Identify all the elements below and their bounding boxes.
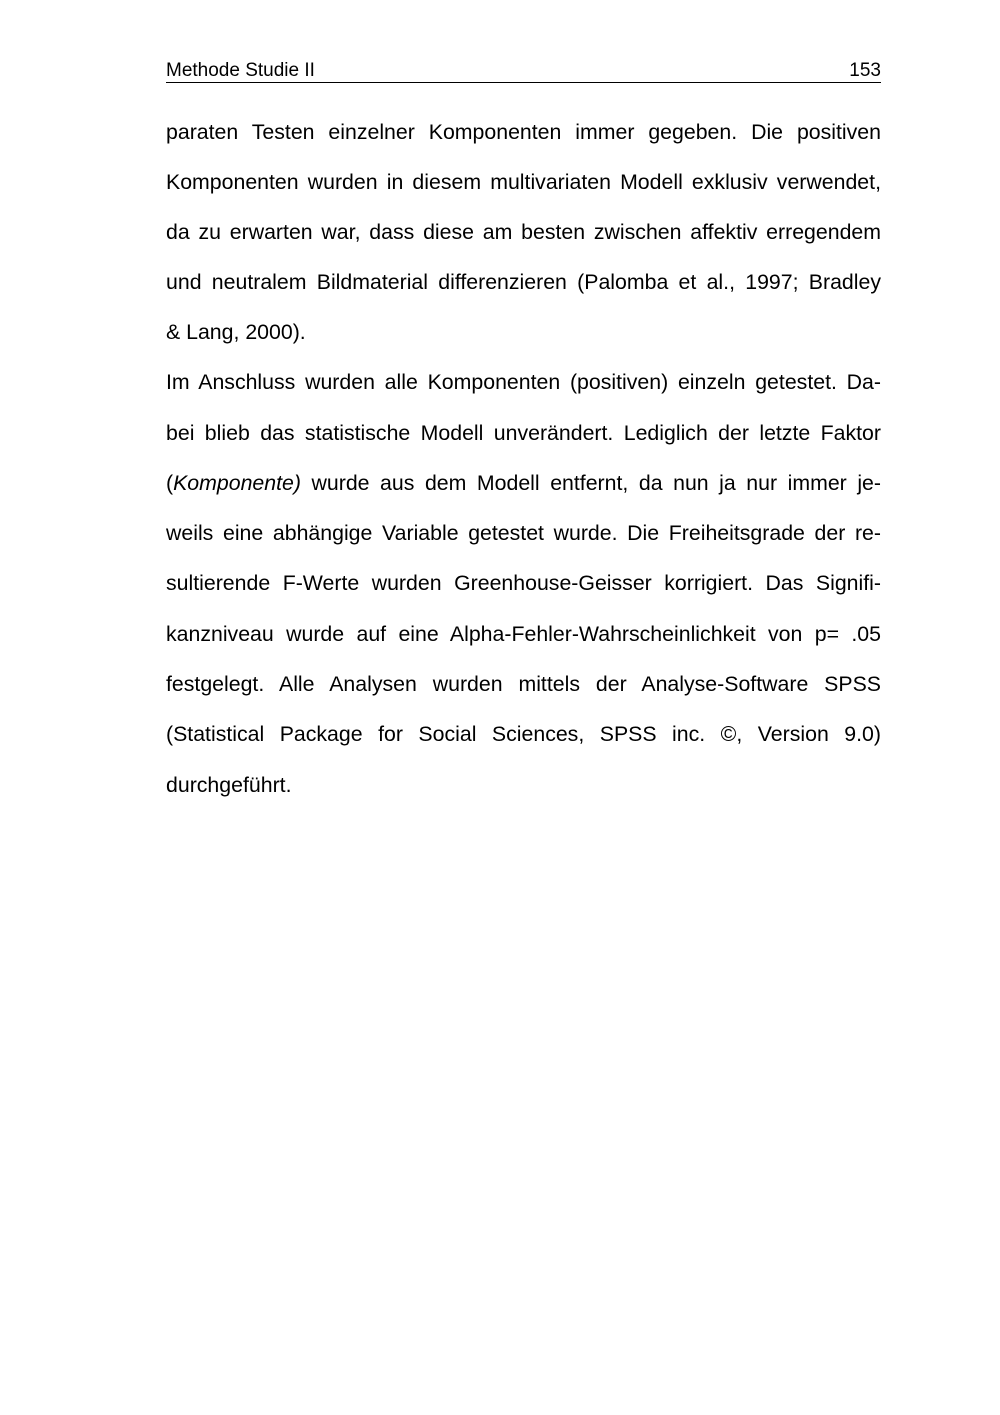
paragraph-line: durchgeführt.: [166, 773, 292, 797]
paragraph-line: und neutralem Bildmaterial differenzieren (Palomba et al., 1997; Bradley: [166, 270, 881, 294]
header-title: Methode Studie II: [166, 60, 315, 81]
paragraph-line: da zu erwarten war, dass diese am besten zwischen affektiv erregendem: [166, 220, 881, 244]
paragraph-line: paraten Testen einzelner Komponenten immer gegeben. Die positiven: [166, 120, 881, 144]
paragraph-line: festgelegt. Alle Analysen wurden mittels der Analyse-Software SPSS: [166, 672, 881, 696]
paragraph-line: & Lang, 2000).: [166, 320, 306, 344]
paragraph-line: Komponenten wurden in diesem multivariaten Modell exklusiv verwendet,: [166, 170, 881, 194]
page-header: [166, 60, 881, 83]
paragraph-line: bei blieb das statistische Modell unverändert. Lediglich der letzte Faktor: [166, 421, 881, 445]
page-number: 153: [849, 60, 881, 81]
paragraph-line: kanzniveau wurde auf eine Alpha-Fehler-Wahrscheinlichkeit von p= .05: [166, 622, 881, 646]
italic-term: Komponente): [173, 471, 301, 495]
paragraph-line: Im Anschluss wurden alle Komponenten (positiven) einzeln getestet. Da-: [166, 370, 881, 394]
paragraph-line: sultierende F-Werte wurden Greenhouse-Geisser korrigiert. Das Signifi-: [166, 571, 881, 595]
open-paren: (: [166, 471, 174, 495]
paragraph-line: weils eine abhängige Variable getestet wurde. Die Freiheitsgrade der re-: [166, 521, 881, 545]
paragraph-line-mixed: [166, 468, 881, 498]
line-text: wurde aus dem Modell entfernt, da nun ja nur immer je-: [300, 471, 881, 495]
paragraph-line: (Statistical Package for Social Sciences, SPSS inc. ©, Version 9.0): [166, 722, 881, 746]
